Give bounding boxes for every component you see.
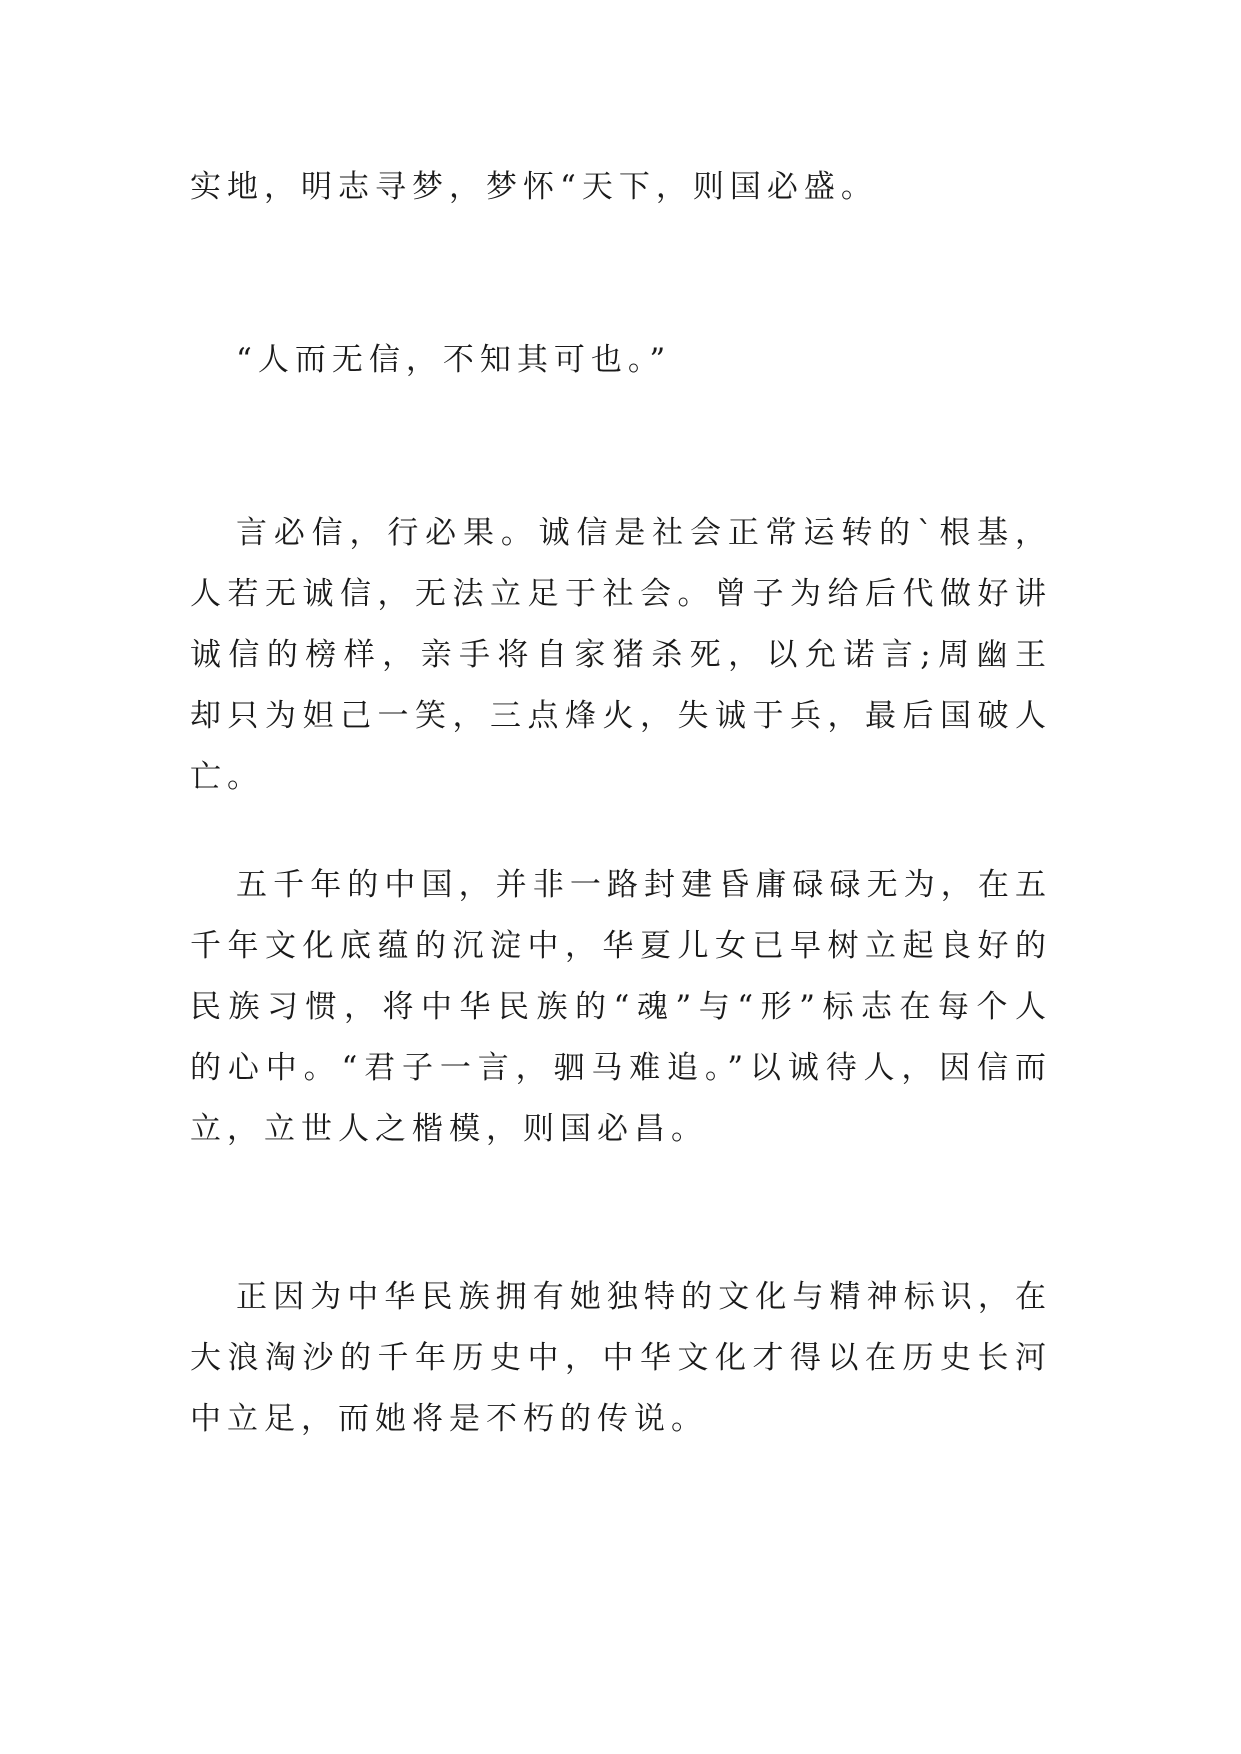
- paragraph-conclusion: 正因为中华民族拥有她独特的文化与精神标识，在大浪淘沙的千年历史中，中华文化才得以在历史长河中立足，而她将是不朽的传说。: [190, 1279, 1052, 1437]
- paragraph-quote: “人而无信，不知其可也。”: [236, 342, 672, 378]
- paragraph-continuation: 实地，明志寻梦，梦怀“天下，则国必盛。: [190, 169, 878, 205]
- paragraph-five-thousand-years: 五千年的中国，并非一路封建昏庸碌碌无为，在五千年文化底蕴的沉淀中，华夏儿女已早树立起良好的民族习惯，将中华民族的“魂”与“形”标志在每个人的心中。“君子一言，驷马难追。”以诚待人，因信而立，立世人之楷模，则国必昌。: [190, 867, 1052, 1147]
- paragraph-integrity: 言必信，行必果。诚信是社会正常运转的`根基，人若无诚信，无法立足于社会。曾子为给后代做好讲诚信的榜样，亲手将自家猪杀死，以允诺言;周幽王却只为妲己一笑，三点烽火，失诚于兵，最后国破人亡。: [190, 515, 1052, 795]
